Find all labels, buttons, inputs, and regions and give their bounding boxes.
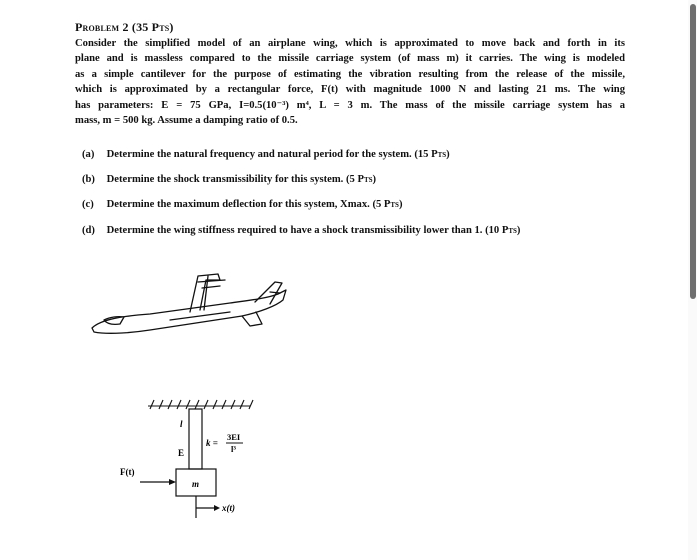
displacement-label: x(t) [222,503,235,513]
statement-line: Consider the simplified model of an airplane wing, which is approximated to move back and forth in its [75,38,625,49]
fixed-support-hatch [148,400,253,409]
problem-title: Problem 2 (35 Pts) [75,20,174,34]
part-d [82,223,622,238]
part-points: (10 Pts) [485,224,521,236]
part-label: (b) [82,174,95,186]
stiffness-numerator: 3EI [227,432,241,442]
part-label: (a) [82,149,95,160]
cantilever-beam [189,409,202,469]
part-text: Determine the shock transmissibility for this system. [106,174,344,186]
length-label: l [180,419,183,429]
part-c [82,197,622,212]
force-arrowhead [169,479,176,485]
statement-line: plane and is massless compared to the missile carriage system (of mass m) it carries. The wing is modeled [75,53,625,65]
part-label: (c) [82,199,94,211]
statement-line: as a simple cantilever for the purpose of estimating the vibration resulting from the release of the missile, [75,68,625,80]
modulus-label: E [178,448,185,458]
part-b [82,172,622,187]
statement-line: which is approximated by a rectangular force, F(t) with magnitude 1000 N and lasting 21 ms. The wing [75,84,625,96]
part-text: Determine the wing stiffness required to have a shock transmissibility lower than 1. [106,224,483,236]
stiffness-denominator: l³ [231,444,236,454]
force-label: F(t) [120,467,135,477]
mass-label: m [192,479,200,489]
problem-parts [82,147,622,248]
problem-statement [75,36,625,128]
airplane-illustration [92,274,286,333]
part-text: Determine the natural frequency and natural period for the system. [106,149,412,160]
part-points: (5 Pts) [346,174,377,186]
displacement-arrowhead [214,505,220,511]
part-points: (15 Pts) [414,149,450,160]
part-a [82,147,622,162]
part-points: (5 Pts) [372,199,403,211]
wing-model-figure [80,270,310,540]
part-label: (d) [82,224,95,236]
part-text: Determine the maximum deflection for this system, Xmax. [106,199,370,211]
statement-line: has parameters: E = 75 GPa, I=0.5(10⁻³) m⁴, L = 3 m. The mass of the missile carriage system has a [75,99,625,111]
stiffness-label: k = [206,438,218,448]
statement-line: mass, m = 500 kg. Assume a damping ratio of 0.5. [75,115,298,127]
scrollbar-thumb[interactable] [690,4,696,299]
